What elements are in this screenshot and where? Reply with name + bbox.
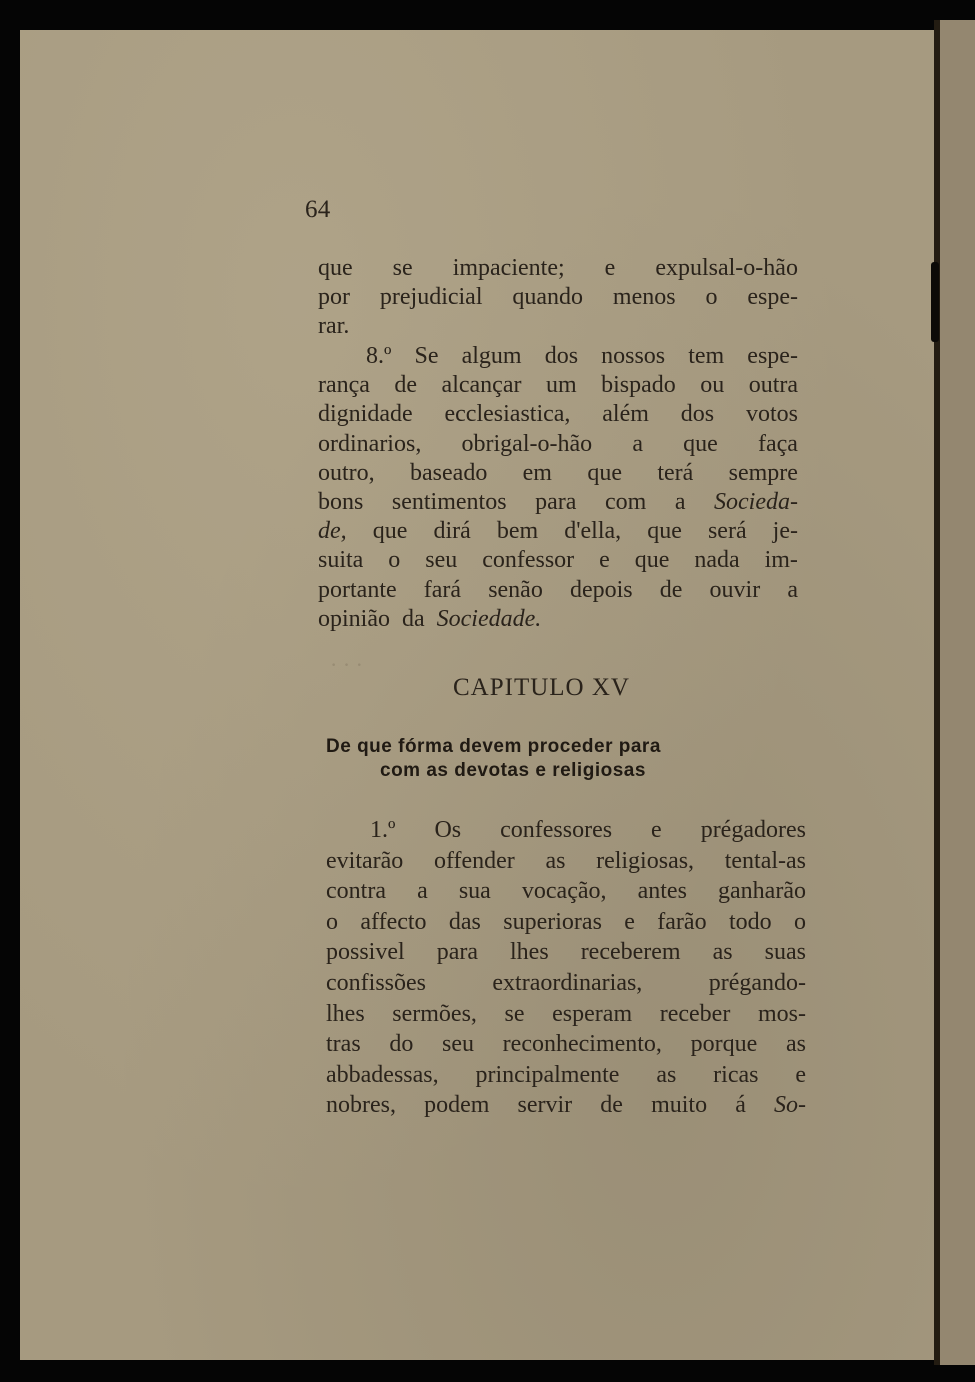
word: as <box>656 1061 677 1088</box>
word: So- <box>773 1092 806 1119</box>
word: confessor <box>482 547 575 574</box>
word: rança <box>318 372 370 399</box>
word: que <box>634 547 670 574</box>
text-line <box>318 605 798 633</box>
word: algum <box>461 343 522 369</box>
word: vocação, <box>521 878 607 905</box>
word: por <box>318 284 350 310</box>
word: ricas <box>713 1061 759 1088</box>
word: que <box>587 459 622 486</box>
word: prégando- <box>708 970 806 996</box>
word: com <box>604 489 647 515</box>
word: ecclesiastica, <box>444 401 571 428</box>
text-line <box>318 283 798 311</box>
word: bispado <box>601 372 676 399</box>
word: para <box>535 489 577 515</box>
word: tental-as <box>724 847 806 874</box>
word: seu <box>442 1031 474 1058</box>
word: prejudicial <box>379 284 483 310</box>
word: de <box>659 576 683 603</box>
word: terá <box>657 459 694 486</box>
text-line <box>326 908 806 936</box>
word: um <box>545 372 577 399</box>
word: outra <box>748 372 798 399</box>
word: o <box>388 547 401 574</box>
word: possivel <box>326 939 405 966</box>
word: reconhecimento, <box>502 1031 662 1058</box>
word: o <box>705 284 718 310</box>
word: e <box>599 547 610 574</box>
word: esperam <box>552 1000 633 1027</box>
word: dos <box>544 343 579 369</box>
word: para <box>436 939 478 966</box>
word: faça <box>758 430 798 457</box>
word: porque <box>690 1031 758 1058</box>
word: se <box>392 255 413 281</box>
word: lhes <box>326 1000 365 1027</box>
word: menos <box>612 284 676 310</box>
word: á <box>735 1092 746 1119</box>
text-line <box>326 969 806 997</box>
word: as <box>545 847 566 874</box>
word: votos <box>745 401 798 428</box>
word: d'ella, <box>564 518 622 545</box>
word: de <box>600 1092 623 1119</box>
word: podem <box>424 1092 490 1119</box>
word: sentimentos <box>391 489 507 515</box>
word: portante <box>318 576 397 603</box>
word: nobres, <box>326 1092 396 1119</box>
word: offender <box>433 847 515 874</box>
word: de <box>394 372 418 399</box>
word: obrigal-o-hão <box>461 430 593 457</box>
word: Se <box>414 343 439 369</box>
text-line <box>318 371 798 399</box>
word: antes <box>637 878 687 905</box>
word: im- <box>764 547 798 574</box>
word: que <box>683 430 718 457</box>
word: tras <box>326 1031 361 1058</box>
word: senão <box>488 576 543 603</box>
word: que <box>372 518 408 545</box>
word: além <box>602 401 649 428</box>
word: ou <box>700 372 725 399</box>
word: Os <box>434 817 462 843</box>
word: expulsal-o-hão <box>655 255 798 281</box>
word: superioras <box>503 908 602 935</box>
text-line <box>318 312 798 340</box>
word: dignidade <box>318 401 413 428</box>
word: receberem <box>580 939 681 966</box>
text-line <box>318 576 798 604</box>
text-line <box>318 400 798 428</box>
word: sermões, <box>392 1000 477 1027</box>
chapter-subtitle-line-1: De que fórma devem proceder para <box>326 736 661 757</box>
text-line <box>326 1000 806 1028</box>
word: prégadores <box>700 817 806 843</box>
text-line <box>318 430 798 458</box>
word: suas <box>764 939 806 966</box>
word: confissões <box>326 970 426 996</box>
text-line <box>326 938 806 966</box>
word: a <box>632 430 643 457</box>
show-through-text: · · · <box>330 652 363 677</box>
word: mos- <box>757 1000 806 1027</box>
word: confessores <box>500 817 613 843</box>
text-line <box>326 877 806 905</box>
word: Sociedade. <box>436 605 542 632</box>
word: seu <box>425 547 458 574</box>
word: e <box>651 817 662 843</box>
word: a <box>674 489 686 515</box>
word: muito <box>651 1092 708 1119</box>
word: 8.º <box>366 343 392 369</box>
word: quando <box>512 284 584 310</box>
word: depois <box>569 576 633 603</box>
text-line <box>370 816 806 844</box>
word: que <box>647 518 682 545</box>
word: baseado <box>410 459 488 486</box>
word: religiosas, <box>596 847 695 874</box>
word: receber <box>659 1000 731 1027</box>
word: em <box>522 459 552 486</box>
text-line <box>366 342 798 370</box>
word: espe- <box>747 343 798 369</box>
word: o <box>793 908 806 935</box>
word: je- <box>772 518 798 545</box>
text-line <box>326 847 806 875</box>
text-line <box>318 517 798 545</box>
word: de, <box>318 518 347 545</box>
chapter-title: CAPITULO XV <box>453 674 630 701</box>
text-line <box>318 254 798 282</box>
word: espe- <box>747 284 798 310</box>
word: a <box>417 878 428 905</box>
word: ouvir <box>709 576 761 603</box>
word: fará <box>423 576 462 603</box>
word: sempre <box>728 459 798 486</box>
word: suita <box>318 547 364 574</box>
page-tab-mark <box>931 262 939 342</box>
word: bem <box>496 518 539 545</box>
text-line <box>318 546 798 574</box>
word: e <box>624 908 635 935</box>
word: principalmente <box>475 1061 620 1088</box>
word: das <box>448 908 481 935</box>
word: da <box>402 605 425 632</box>
word: Socieda- <box>714 489 798 515</box>
word: 1.º <box>370 817 396 843</box>
word: farão <box>657 908 707 935</box>
word: do <box>389 1031 414 1058</box>
word: contra <box>326 878 386 905</box>
word: rar. <box>318 313 350 339</box>
word: nossos <box>601 343 666 369</box>
word: ganharão <box>718 878 806 905</box>
word: abbadessas, <box>326 1061 439 1088</box>
word: será <box>707 518 747 545</box>
word: se <box>504 1000 525 1027</box>
text-line <box>326 1091 806 1119</box>
text-line <box>326 1061 806 1089</box>
word: bons <box>318 489 364 515</box>
word: affecto <box>360 908 427 935</box>
word: nada <box>694 547 740 574</box>
word: outro, <box>318 459 375 486</box>
word: lhes <box>510 939 549 966</box>
text-line <box>318 459 798 487</box>
word: que <box>318 255 353 281</box>
word: impaciente; <box>452 255 565 281</box>
word: as <box>712 939 733 966</box>
word: ordinarios, <box>318 430 422 457</box>
text-line <box>326 1030 806 1058</box>
page-number: 64 <box>305 196 331 223</box>
word: opinião <box>318 605 390 632</box>
word: dirá <box>433 518 471 545</box>
word: tem <box>688 343 725 369</box>
word: sua <box>458 878 491 905</box>
chapter-subtitle-line-2: com as devotas e religiosas <box>380 760 646 781</box>
word: e <box>604 255 616 281</box>
word: extraordinarias, <box>492 970 643 996</box>
word: todo <box>728 908 772 935</box>
word: a <box>787 576 798 603</box>
word: alcançar <box>441 372 522 399</box>
word: e <box>795 1061 806 1088</box>
word: evitarão <box>326 847 404 874</box>
text-line <box>318 488 798 516</box>
word: as <box>785 1031 806 1058</box>
word: o <box>326 908 338 935</box>
adjacent-page-edge <box>940 20 975 1365</box>
word: servir <box>517 1092 573 1119</box>
word: dos <box>680 401 715 428</box>
